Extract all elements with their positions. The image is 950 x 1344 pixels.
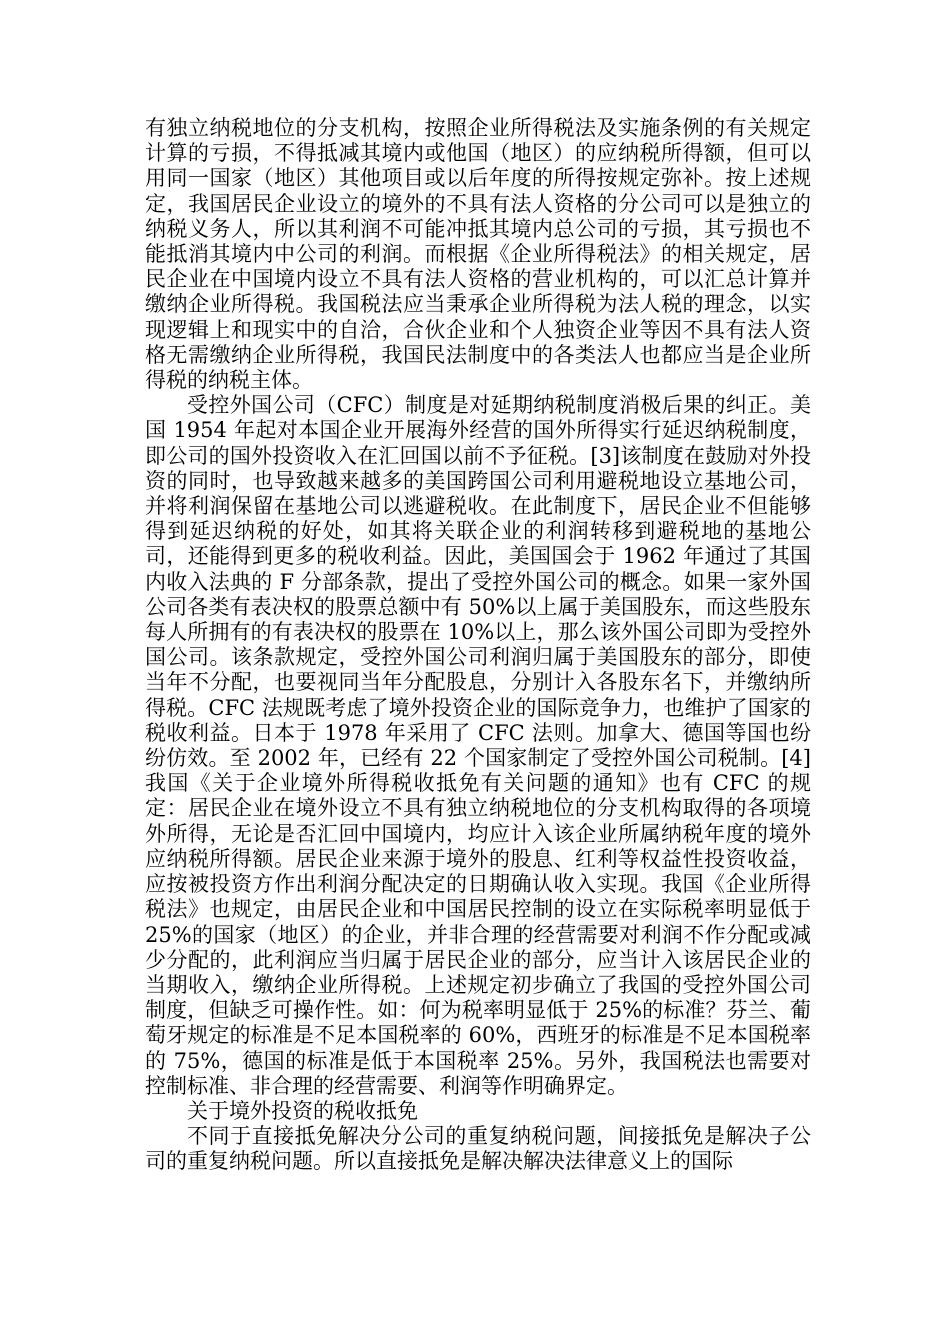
paragraph-cfc-system: 受控外国公司（CFC）制度是对延期纳税制度消极后果的纠正。美国 1954 年起对本国企业开展海外经营的国外所得实行延迟纳税制度，即公司的国外投资收入在汇回国以前不予征税。[3]该制度在鼓励对外投资的同时，也导致越来越多的美国跨国公司利用避税地设立基地公司，并将利润保留在基地公司以逃避税收。在此制度下，居民企业不但能够得到延迟纳税的好处，如其将关联企业的利润转移到避税地的基地公司，还能得到更多的税收利益。因此，美国国会于 1962 年通过了其国内收入法典的 F 分部条款，提出了受控外国公司的概念。如果一家外国公司各类有表决权的股票总额中有 50%以上属于美国股东，而这些股东每人所拥有的有表决权的股票在 10%以上，那么该外国公司即为受控外国公司。该条款规定，受控外国公司利润归属于美国股东的部分，即使当年不分配，也要视同当年分配股息，分别计入各股东名下，并缴纳所得税。CFC 法规既考虑了境外投资企业的国际竞争力，也维护了国家的税收利益。日本于 1978 年采用了 CFC 法则。加拿大、德国等国也纷纷仿效。至 2002 年，已经有 22 个国家制定了受控外国公司税制。[4]我国《关于企业境外所得税收抵免有关问题的通知》也有 CFC 的规定：居民企业在境外设立不具有独立纳税地位的分支机构取得的各项境外所得，无论是否汇回中国境内，均应计入该企业所属纳税年度的境外应纳税所得额。居民企业来源于境外的股息、红利等权益性投资收益，应按被投资方作出利润分配决定的日期确认收入实现。我国《企业所得税法》也规定，由居民企业和中国居民控制的设立在实际税率明显低于 25%的国家（地区）的企业，并非合理的经营需要对利润不作分配或减少分配的，此利润应当归属于居民企业的部分，应当计入该居民企业的当期收入，缴纳企业所得税。上述规定初步确立了我国的受控外国公司制度，但缺乏可操作性。如：何为税率明显低于 25%的标准？芬兰、葡萄牙规定的标准是不足本国税率的 60%，西班牙的标准是不足本国税率的 75%，德国的标准是低于本国税率 25%。另外，我国税法也需要对控制标准、非合理的经营需要、利润等作明确界定。 <box>145 393 811 1098</box>
section-heading-tax-credit: 关于境外投资的税收抵免 <box>187 1098 418 1123</box>
document-body <box>145 116 811 1175</box>
paragraph-indirect-credit: 不同于直接抵免解决分公司的重复纳税问题，间接抵免是解决子公司的重复纳税问题。所以直接抵免是解决解决法律意义上的国际 <box>145 1124 811 1174</box>
paragraph-branch-losses: 有独立纳税地位的分支机构，按照企业所得税法及实施条例的有关规定计算的亏损，不得抵减其境内或他国（地区）的应纳税所得额，但可以用同一国家（地区）其他项目或以后年度的所得按规定弥补。按上述规定，我国居民企业设立的境外的不具有法人资格的分公司可以是独立的纳税义务人，所以其利润不可能冲抵其境内总公司的亏损，其亏损也不能抵消其境内中公司的利润。而根据《企业所得税法》的相关规定，居民企业在中国境内设立不具有法人资格的营业机构的，可以汇总计算并缴纳企业所得税。我国税法应当秉承企业所得税为法人税的理念，以实现逻辑上和现实中的自洽，合伙企业和个人独资企业等因不具有法人资格无需缴纳企业所得税，我国民法制度中的各类法人也都应当是企业所得税的纳税主体。 <box>145 116 811 393</box>
